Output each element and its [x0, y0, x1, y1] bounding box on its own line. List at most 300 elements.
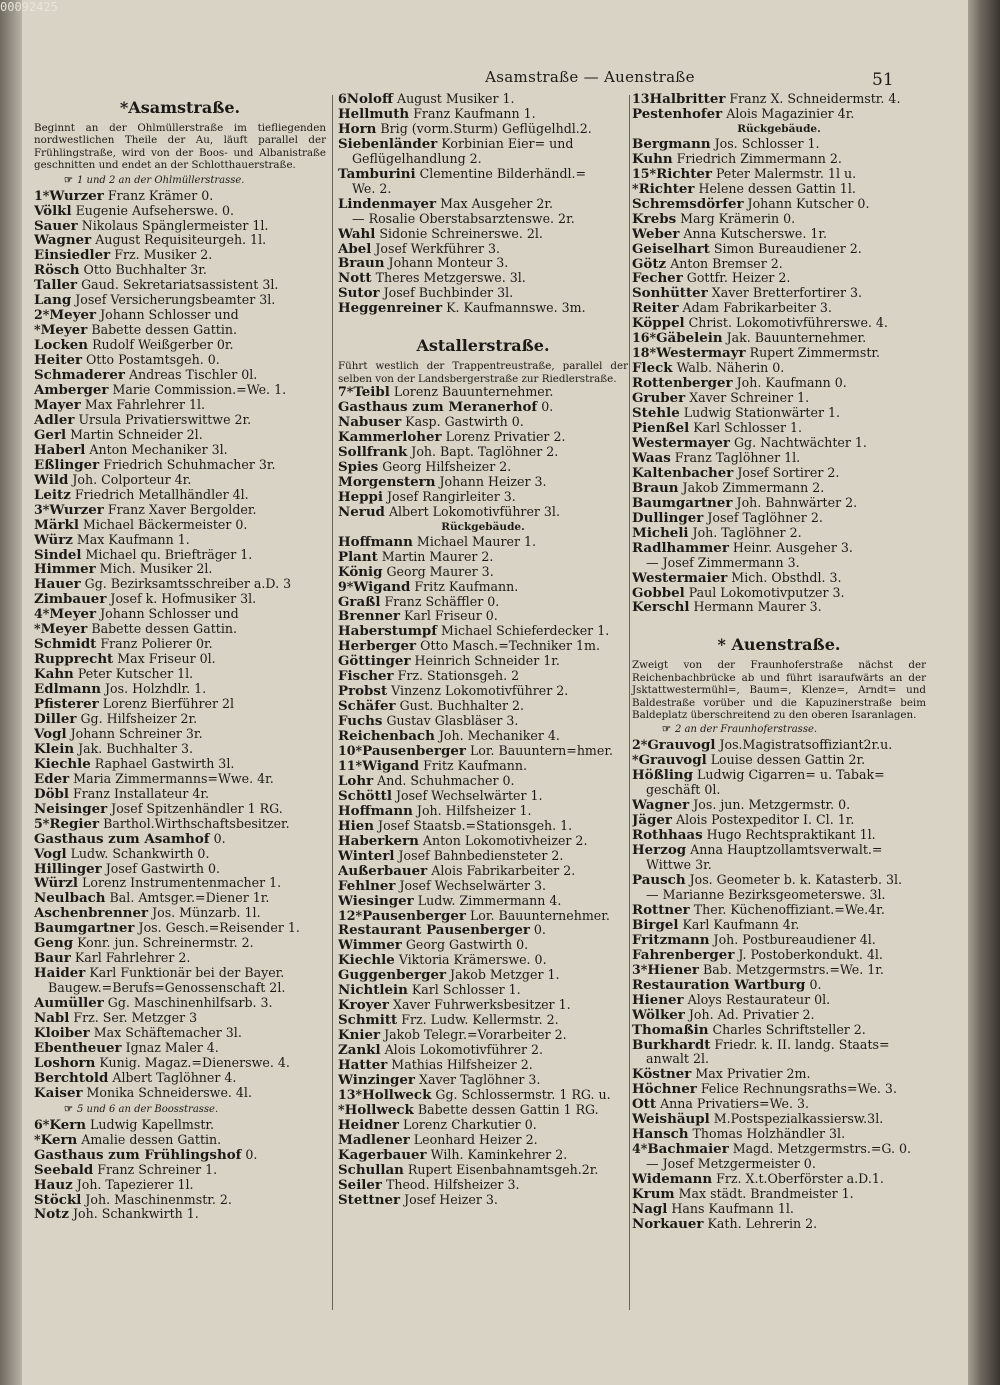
- resident-entry: [632, 1127, 926, 1142]
- resident-entry: [34, 458, 326, 473]
- resident-entry: [34, 562, 326, 577]
- resident-details: Joh. Kaufmann 0.: [736, 376, 847, 391]
- resident-name: Kiechle: [338, 953, 395, 969]
- resident-details: Gg. Nachtwächter 1.: [733, 435, 867, 450]
- resident-entry: [338, 167, 628, 182]
- resident-entry: [34, 189, 326, 204]
- resident-name: Amberger: [34, 383, 109, 398]
- resident-details: Ludw. Schankwirth 0.: [70, 846, 210, 861]
- resident-entry: [34, 1056, 326, 1071]
- resident-entry: [34, 278, 326, 293]
- resident-entry: [34, 1011, 326, 1026]
- resident-details: Franz Kaufmann 1.: [413, 106, 536, 121]
- resident-entry: [34, 219, 326, 234]
- resident-name: Bergmann: [632, 136, 711, 152]
- resident-name: Haberl: [34, 442, 86, 458]
- house-note: [632, 723, 926, 736]
- resident-entry: [338, 729, 628, 744]
- resident-details: Anna Kutscherswe. 1r.: [683, 226, 828, 241]
- resident-details: August Musiker 1.: [396, 92, 515, 106]
- house-note-text: 2 an der Fraunhoferstrasse.: [674, 724, 818, 736]
- resident-details: Karl Kaufmann 4r.: [682, 917, 800, 932]
- resident-entry: [338, 744, 628, 759]
- resident-name: Jäger: [632, 813, 672, 829]
- resident-details: 0.: [541, 400, 554, 415]
- resident-details: Gustav Glasbläser 3.: [386, 714, 519, 729]
- house-number: 12*: [338, 908, 363, 923]
- resident-details: Joh. Colporteur 4r.: [72, 472, 192, 487]
- resident-name: Diller: [34, 711, 77, 727]
- resident-entry: [34, 906, 326, 921]
- resident-entry: [34, 667, 326, 682]
- resident-details: Adam Fabrikarbeiter 3.: [682, 301, 832, 316]
- resident-entry: [632, 738, 926, 753]
- resident-details: Lorenz Instrumentenmacher 1.: [82, 876, 282, 891]
- resident-name: Wiesinger: [338, 893, 414, 909]
- entry-continuation: Baugew.=Berufs=Genossenschaft 2l.: [48, 981, 286, 996]
- resident-entry: [632, 1187, 926, 1202]
- resident-name: Hien: [338, 818, 374, 834]
- resident-details: Frz. Musiker 2.: [114, 248, 213, 263]
- resident-entry: [338, 1028, 628, 1043]
- resident-entry: [632, 963, 926, 978]
- resident-details: Peter Malermstr. 1l u.: [716, 166, 857, 181]
- resident-details: Lorenz Privatier 2.: [445, 429, 566, 444]
- resident-name: Ebentheuer: [34, 1040, 122, 1056]
- resident-name: Geiselhart: [632, 241, 710, 257]
- resident-entry: [34, 876, 326, 891]
- resident-name: Spies: [338, 459, 379, 475]
- resident-name: Westermayr: [656, 346, 746, 362]
- resident-details: Kunig. Magaz.=Dienerswe. 4.: [99, 1055, 290, 1070]
- resident-name: Tamburini: [338, 166, 416, 182]
- resident-details: Hans Kaufmann 1l.: [671, 1201, 794, 1216]
- resident-name: Seebald: [34, 1162, 94, 1178]
- resident-details: Lorenz Bauunternehmer.: [393, 385, 554, 400]
- resident-entry: [338, 227, 628, 242]
- resident-details: Anna Privatiers=We. 3.: [660, 1097, 810, 1112]
- resident-entry: [34, 772, 326, 787]
- resident-name: Aschenbrenner: [34, 906, 149, 922]
- resident-name: Baumgartner: [632, 495, 733, 511]
- resident-entry: [632, 227, 926, 242]
- resident-entry: [338, 1118, 628, 1133]
- resident-details: Johann Schreiner 3r.: [70, 726, 203, 741]
- resident-details: Aloys Restaurateur 0l.: [687, 992, 831, 1007]
- resident-entry: [338, 804, 628, 819]
- resident-entry: [632, 182, 926, 197]
- scan-id: 00092425: [0, 0, 58, 14]
- resident-entry: [632, 828, 926, 843]
- resident-name: Birgel: [632, 917, 679, 933]
- resident-name: Zimbauer: [34, 592, 107, 608]
- resident-entry: [338, 535, 628, 550]
- resident-name: Gasthaus zum Frühlingshof: [34, 1147, 242, 1163]
- resident-entry: [338, 385, 628, 400]
- section-gap: [338, 316, 628, 330]
- resident-entry: [34, 503, 326, 518]
- resident-details: Helene dessen Gattin 1l.: [698, 181, 856, 196]
- resident-name: Fuchs: [338, 714, 383, 730]
- resident-details: Johann Monteur 3.: [388, 256, 509, 271]
- resident-details: J. Postoberkondukt. 4l.: [738, 947, 883, 962]
- resident-name: Halbritter: [649, 92, 726, 107]
- resident-details: Franz X. Schneidermstr. 4.: [729, 92, 901, 106]
- resident-name: Rottner: [632, 902, 690, 918]
- resident-details: Amalie dessen Gattin.: [81, 1132, 222, 1147]
- resident-entry: [632, 586, 926, 601]
- resident-entry: [632, 903, 926, 918]
- resident-details: Theod. Hilfsheizer 3.: [385, 1177, 520, 1192]
- resident-entry: [34, 847, 326, 862]
- resident-entry: [34, 308, 326, 323]
- resident-details: Kath. Lehrerin 2.: [707, 1216, 818, 1231]
- resident-name: Hößling: [632, 768, 694, 784]
- resident-entry: [338, 819, 628, 834]
- resident-name: Klein: [34, 741, 75, 757]
- resident-name: Wurzer: [49, 502, 104, 518]
- resident-name: Pausch: [632, 873, 686, 888]
- resident-entry: [632, 798, 926, 813]
- resident-name: Taller: [34, 278, 78, 294]
- resident-details: Franz Installateur 4r.: [73, 786, 210, 801]
- resident-name: Wagner: [34, 233, 92, 249]
- resident-details: 0.: [213, 831, 226, 846]
- resident-entry: [632, 107, 926, 122]
- resident-name: Aumüller: [34, 996, 104, 1012]
- resident-entry: [34, 787, 326, 802]
- resident-details: Max Kaufmann 1.: [76, 532, 190, 547]
- resident-entry: [632, 406, 926, 421]
- resident-name: Kloiber: [34, 1026, 90, 1041]
- resident-details: Jakob Telegr.=Vorarbeiter 2.: [384, 1028, 567, 1043]
- resident-details: Josef Spitzenhändler 1 RG.: [111, 801, 283, 816]
- resident-details: Ursula Privatierswittwe 2r.: [78, 412, 252, 427]
- resident-entry: [632, 421, 926, 436]
- resident-entry: [632, 301, 926, 316]
- resident-name: Nott: [338, 271, 372, 287]
- resident-details: Christ. Lokomotivführerswe. 4.: [688, 316, 888, 331]
- resident-details: Georg Gastwirth 0.: [405, 938, 529, 953]
- resident-entry: [338, 580, 628, 595]
- resident-name: Schmitt: [338, 1013, 398, 1029]
- resident-name: Herberger: [338, 639, 417, 655]
- resident-name: Richter: [656, 166, 712, 182]
- resident-entry: [34, 533, 326, 548]
- resident-entry: [34, 323, 326, 338]
- resident-name: Wild: [34, 472, 69, 488]
- resident-entry: [34, 712, 326, 727]
- resident-entry: [632, 843, 926, 858]
- resident-details: Paul Lokomotivputzer 3.: [688, 585, 845, 600]
- resident-entry: [338, 624, 628, 639]
- resident-name: Dullinger: [632, 510, 704, 526]
- resident-entry: [338, 923, 628, 938]
- resident-entry: [338, 242, 628, 257]
- resident-details: Josef Taglöhner 2.: [707, 510, 823, 525]
- resident-name: Kaiser: [34, 1085, 83, 1101]
- resident-details: Joh. Bahnwärter 2.: [736, 495, 858, 510]
- resident-details: Franz Schreiner 1.: [97, 1162, 218, 1177]
- resident-entry: [34, 936, 326, 951]
- resident-details: Otto Postamtsgeh. 0.: [86, 353, 220, 368]
- house-number: 5*: [34, 816, 50, 831]
- resident-name: Hollweck: [344, 1102, 414, 1118]
- resident-name: Rösch: [34, 263, 80, 279]
- resident-details: Rupert Zimmermstr.: [749, 346, 881, 361]
- resident-entry: [34, 637, 326, 652]
- resident-details: Jos. Geometer b. k. Katasterb. 3l.: [689, 873, 903, 888]
- resident-name: Fehlner: [338, 878, 396, 894]
- resident-details: Martin Maurer 2.: [381, 549, 494, 564]
- resident-details: Josef Wechselwärter 1.: [395, 788, 543, 803]
- resident-details: Joh. Maschinenmstr. 2.: [85, 1192, 232, 1207]
- resident-entry: [34, 727, 326, 742]
- resident-details: And. Schuhmacher 0.: [377, 773, 515, 788]
- house-number: 13*: [338, 1087, 363, 1102]
- resident-name: Kammerloher: [338, 429, 442, 445]
- resident-name: Knier: [338, 1028, 381, 1044]
- resident-details: Max Ausgeher 2r.: [440, 196, 554, 211]
- resident-details: Xaver Schreiner 1.: [689, 391, 810, 406]
- resident-details: Babette dessen Gattin.: [91, 622, 238, 637]
- house-number: 7*: [338, 385, 354, 400]
- resident-name: Hoffmann: [338, 534, 413, 550]
- resident-details: Jakob Metzger 1.: [450, 968, 560, 983]
- resident-details: K. Kaufmannswe. 3m.: [446, 301, 586, 316]
- resident-name: Mayer: [34, 397, 81, 413]
- resident-name: Pienßel: [632, 421, 690, 436]
- resident-name: Kern: [40, 1132, 78, 1148]
- resident-details: Lorenz Bierführer 2l: [102, 697, 235, 712]
- resident-entry: [338, 699, 628, 714]
- resident-details: Max Friseur 0l.: [117, 652, 216, 667]
- resident-entry: [34, 921, 326, 936]
- resident-name: Schmaderer: [34, 368, 125, 384]
- resident-name: Gobbel: [632, 585, 685, 601]
- resident-details: Karl Friseur 0.: [403, 609, 498, 624]
- resident-name: Wigand: [362, 758, 420, 774]
- resident-entry: [632, 978, 926, 993]
- column-3: [632, 92, 926, 1232]
- subheading: Rückgebäude.: [737, 122, 821, 135]
- resident-name: Nerud: [338, 504, 385, 520]
- resident-details: Karl Schlosser 1.: [411, 983, 521, 998]
- resident-details: Georg Maurer 3.: [386, 564, 494, 579]
- resident-entry: [338, 256, 628, 271]
- resident-entry: [338, 894, 628, 909]
- resident-details: Wilh. Kaminkehrer 2.: [430, 1147, 568, 1162]
- entry-continuation: — Marianne Bezirksgeometerswe. 3l.: [646, 887, 886, 902]
- resident-entry: [632, 541, 926, 556]
- resident-entry: [632, 496, 926, 511]
- resident-name: Grauvogl: [638, 753, 707, 769]
- resident-entry: [338, 197, 628, 212]
- resident-name: Schremsdörfer: [632, 196, 744, 212]
- resident-entry: [632, 1172, 926, 1187]
- resident-entry: [632, 1097, 926, 1112]
- resident-details: Ludwig Stationwärter 1.: [683, 406, 840, 421]
- resident-entry: [632, 286, 926, 301]
- resident-name: Höchner: [632, 1082, 697, 1098]
- resident-name: Micheli: [632, 525, 689, 541]
- resident-entry: [34, 862, 326, 877]
- house-number: 3*: [632, 962, 648, 977]
- resident-name: Braun: [338, 256, 385, 272]
- resident-name: Wigand: [353, 579, 411, 595]
- house-number: *: [632, 181, 639, 196]
- resident-name: Baumgartner: [34, 921, 135, 937]
- resident-entry: [338, 415, 628, 430]
- resident-details: Josef Gastwirth 0.: [105, 861, 221, 876]
- resident-details: Gg. Bezirksamtsschreiber a.D. 3: [84, 577, 292, 592]
- resident-name: Guggenberger: [338, 968, 447, 984]
- resident-name: Kahn: [34, 667, 74, 683]
- resident-entry: [338, 595, 628, 610]
- resident-details: Monika Schneiderswe. 4l.: [86, 1085, 252, 1100]
- resident-name: Meyer: [49, 308, 97, 324]
- resident-name: Notz: [34, 1207, 69, 1223]
- resident-details: Joh. Mechaniker 4.: [438, 729, 560, 744]
- resident-name: Meyer: [40, 323, 88, 339]
- resident-details: Marg Krämerin 0.: [680, 211, 796, 226]
- resident-details: Joh. Schankwirth 1.: [72, 1207, 199, 1222]
- resident-name: Locken: [34, 338, 89, 354]
- resident-entry: [338, 301, 628, 316]
- column-1: [34, 92, 326, 1222]
- resident-details: Bal. Amtsger.=Diener 1r.: [109, 891, 270, 906]
- resident-details: Joh. Taglöhner 2.: [692, 525, 802, 540]
- resident-details: Friedr. k. II. landg. Staats=: [714, 1037, 890, 1052]
- house-note: [34, 1103, 326, 1116]
- resident-entry: [34, 263, 326, 278]
- resident-name: Abel: [338, 241, 372, 257]
- resident-details: Anna Hauptzollamtsverwalt.=: [690, 843, 883, 858]
- resident-name: Märkl: [34, 517, 79, 533]
- resident-name: Nabl: [34, 1011, 70, 1026]
- house-number: 4*: [34, 607, 50, 622]
- resident-entry: [632, 1082, 926, 1097]
- street-title: Astallerstraße.: [416, 336, 550, 356]
- resident-name: Wimmer: [338, 938, 402, 954]
- section-gap: [632, 615, 926, 629]
- running-header: Asamstraße — Auenstraße: [485, 68, 695, 86]
- resident-entry: [632, 600, 926, 615]
- resident-details: Michael qu. Briefträger 1.: [85, 547, 253, 562]
- subheading: Rückgebäude.: [441, 520, 525, 533]
- resident-details: Josef Buchbinder 3l.: [383, 286, 514, 301]
- resident-details: Franz Schäffler 0.: [384, 594, 500, 609]
- resident-name: Weber: [632, 226, 680, 242]
- street-title: *Asamstraße.: [119, 98, 241, 117]
- resident-details: Frz. Stationsgeh. 2: [397, 669, 520, 684]
- resident-entry: [338, 505, 628, 520]
- house-number: 18*: [632, 346, 657, 361]
- resident-entry: [632, 993, 926, 1008]
- resident-details: Alois Magazinier 4r.: [726, 106, 855, 121]
- resident-entry: [632, 316, 926, 331]
- resident-details: Xaver Fuhrwerksbesitzer 1.: [393, 998, 571, 1013]
- resident-name: Fecher: [632, 271, 683, 287]
- resident-name: Norkauer: [632, 1216, 704, 1232]
- resident-entry: [632, 137, 926, 152]
- resident-details: Raphael Gastwirth 3l.: [94, 756, 235, 771]
- resident-entry: [338, 445, 628, 460]
- resident-details: Jos. Gesch.=Reisender 1.: [138, 921, 300, 936]
- resident-name: Reiter: [632, 301, 679, 317]
- resident-details: Babette dessen Gattin 1 RG.: [417, 1102, 599, 1117]
- resident-details: Gottfr. Heizer 2.: [686, 271, 791, 286]
- resident-name: Gasthaus zum Asamhof: [34, 831, 210, 847]
- resident-name: Lang: [34, 293, 72, 309]
- resident-entry: [338, 864, 628, 879]
- resident-entry: [338, 475, 628, 490]
- resident-details: Martin Schneider 2l.: [70, 427, 203, 442]
- house-note-text: 5 und 6 an der Boosstrasse.: [76, 1103, 219, 1115]
- resident-details: Friedrich Zimmermann 2.: [676, 151, 842, 166]
- resident-entry: [632, 346, 926, 361]
- resident-entry: [632, 152, 926, 167]
- resident-entry: [632, 1142, 926, 1157]
- resident-details: Josef Sortirer 2.: [737, 465, 840, 480]
- resident-name: Regier: [49, 816, 100, 832]
- resident-entry: [338, 639, 628, 654]
- resident-details: Ignaz Maler 4.: [125, 1040, 219, 1055]
- resident-name: Neisinger: [34, 801, 108, 817]
- resident-entry: [338, 1043, 628, 1058]
- column-divider: [332, 95, 333, 1310]
- resident-entry: [34, 413, 326, 428]
- entry-continuation: We. 2.: [352, 181, 392, 196]
- resident-entry: [632, 212, 926, 227]
- resident-entry: [338, 669, 628, 684]
- resident-details: Michael Maurer 1.: [416, 534, 537, 549]
- house-number: 6: [338, 92, 347, 106]
- resident-name: Herzog: [632, 843, 687, 859]
- entry-continuation: — Josef Zimmermann 3.: [646, 555, 800, 570]
- resident-name: Widemann: [632, 1172, 713, 1188]
- resident-details: Michael Bäckermeister 0.: [82, 517, 248, 532]
- resident-name: Wölker: [632, 1007, 685, 1023]
- resident-entry: [632, 376, 926, 391]
- resident-details: Josef Bahnbediensteter 2.: [398, 848, 564, 863]
- resident-details: Bab. Metzgermstrs.=We. 1r.: [702, 962, 884, 977]
- resident-entry: [632, 1217, 926, 1232]
- resident-details: Vinzenz Lokomotivführer 2.: [391, 684, 569, 699]
- resident-entry: [632, 571, 926, 586]
- resident-entry: [632, 1023, 926, 1038]
- resident-name: Kuhn: [632, 151, 673, 167]
- resident-name: Westermaier: [632, 570, 728, 586]
- resident-entry: [34, 592, 326, 607]
- resident-entry: [338, 92, 628, 107]
- resident-entry: [338, 286, 628, 301]
- resident-name: Sauer: [34, 218, 78, 234]
- resident-entry: [632, 918, 926, 933]
- resident-name: Rupprecht: [34, 652, 114, 668]
- resident-entry: [34, 1148, 326, 1163]
- house-number: 15*: [632, 166, 657, 181]
- resident-entry: [34, 682, 326, 697]
- resident-name: Morgenstern: [338, 474, 436, 490]
- resident-name: Winterl: [338, 848, 395, 864]
- resident-name: Fischer: [338, 669, 394, 685]
- resident-entry: [632, 391, 926, 406]
- resident-details: Max Fahrlehrer 1l.: [84, 397, 206, 412]
- house-number: *: [34, 622, 41, 637]
- resident-name: Grauvogl: [647, 738, 716, 754]
- resident-name: Schmidt: [34, 637, 97, 653]
